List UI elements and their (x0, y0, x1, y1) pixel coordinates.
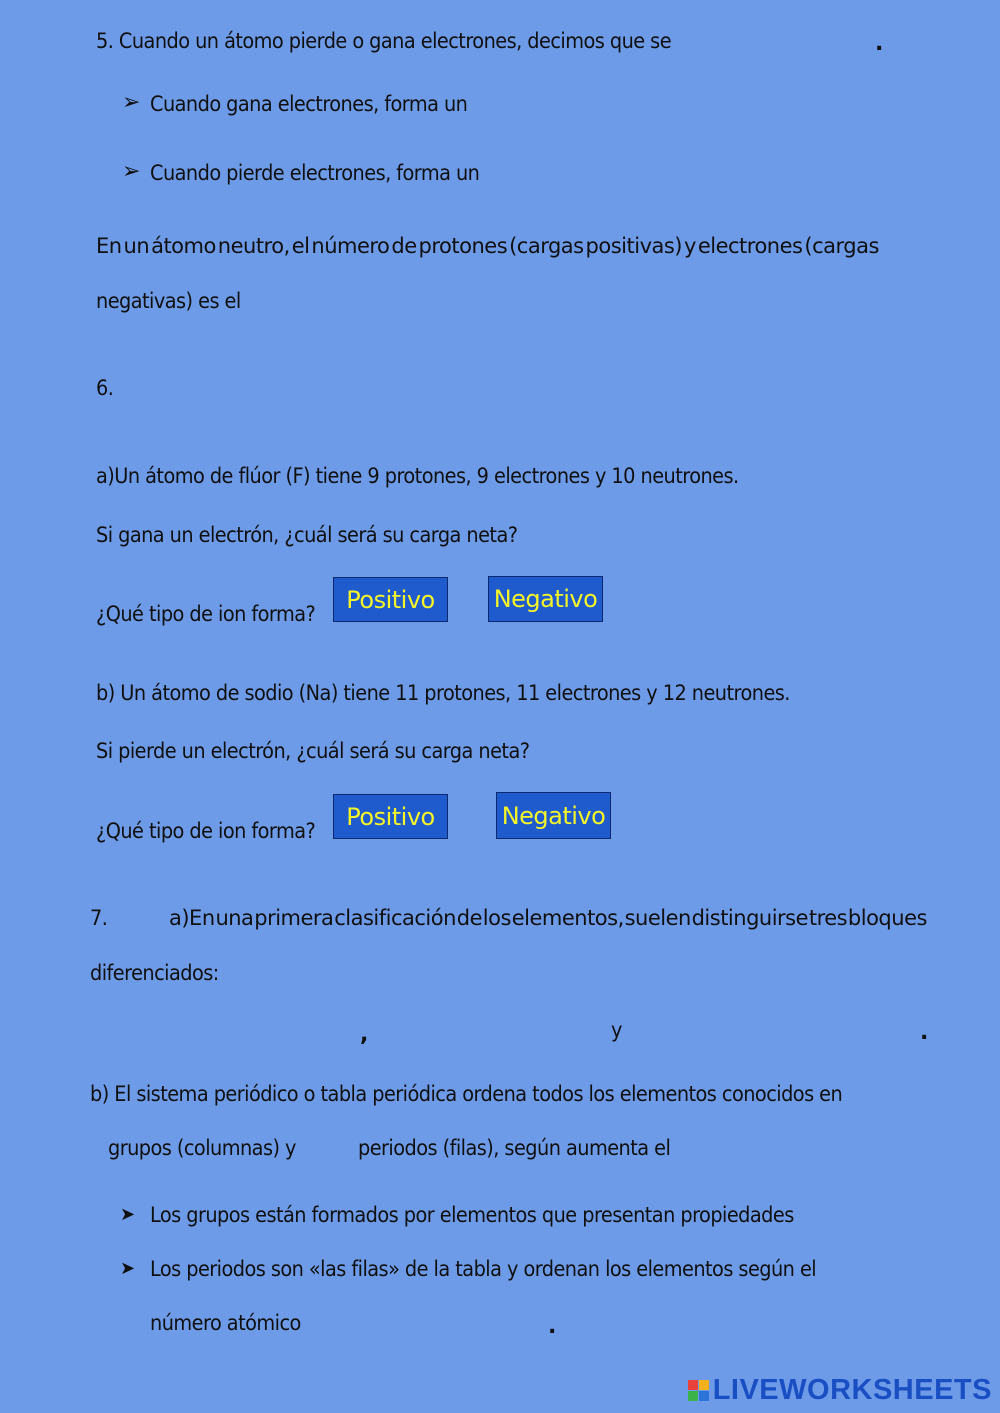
q7-number: 7. (90, 906, 108, 930)
q7a-word: primera (254, 906, 334, 930)
q6a-question: Si gana un electrón, ¿cuál será su carga neta? (96, 523, 518, 547)
q5-question: 5. Cuando un átomo pierde o gana electrones, decimos que se (96, 29, 672, 53)
q5-neutral-word: y (683, 234, 696, 258)
q5-neutral-word: un (123, 234, 150, 258)
q5-neutral-word: positivas) (585, 234, 682, 258)
q7b-end-dot: . (548, 1314, 557, 1339)
q6b-negative-button[interactable]: Negativo (496, 792, 611, 839)
q5-lose-line: Cuando pierde electrones, forma un (150, 161, 480, 185)
q7a-word: bloques (847, 906, 927, 930)
q5-neutral-word: átomo (151, 234, 216, 258)
q7b-bullet-groups: Los grupos están formados por elementos que presentan propiedades (150, 1203, 794, 1227)
q5-gain-line: Cuando gana electrones, forma un (150, 92, 468, 116)
arrowhead-bullet-icon: ➤ (120, 1204, 136, 1225)
q7a-word: distinguirse (691, 906, 809, 930)
q7b-bullet-periods-2: número atómico (150, 1311, 301, 1335)
q6-number: 6. (96, 376, 114, 400)
q7a-word: de (456, 906, 482, 930)
arrow-bullet-icon: ➢ (122, 90, 141, 115)
q7a-word: suelen (624, 906, 691, 930)
liveworksheets-logo-icon (688, 1380, 709, 1401)
q7b-line-2-right: periodos (filas), según aumenta el (358, 1136, 671, 1160)
q5-neutral-word: (cargas (804, 234, 879, 258)
q6b-question: Si pierde un electrón, ¿cuál será su carga neta? (96, 739, 530, 763)
q5-neutral-word: electrones (697, 234, 803, 258)
q6b-ion-question: ¿Qué tipo de ion forma? (96, 819, 316, 843)
q5-neutral-word: (cargas (509, 234, 584, 258)
arrow-bullet-icon: ➢ (122, 159, 141, 184)
q7a-comma: , (360, 1022, 369, 1047)
q6a-ion-question: ¿Qué tipo de ion forma? (96, 602, 316, 626)
q6b-positive-button[interactable]: Positivo (333, 794, 448, 839)
q7a-word: a)En (169, 906, 215, 930)
q7a-dot: . (920, 1020, 929, 1045)
q5-neutral-line-2: negativas) es el (96, 289, 241, 313)
arrowhead-bullet-icon: ➤ (120, 1258, 136, 1279)
q7a-y: y (611, 1018, 622, 1042)
q5-neutral-word: número (311, 234, 390, 258)
q7a-word: clasificación (334, 906, 456, 930)
q7a-word: los (482, 906, 511, 930)
liveworksheets-brand-text: LIVEWORKSHEETS (712, 1374, 992, 1406)
q5-neutral-word: neutro, (217, 234, 290, 258)
q5-neutral-word: el (291, 234, 310, 258)
liveworksheets-logo (688, 1374, 992, 1407)
q7a-word: una (215, 906, 254, 930)
q5-neutral-word: de (391, 234, 417, 258)
q7a-word: tres (808, 906, 848, 930)
q7a-line-1 (169, 904, 927, 932)
q5-neutral-word: En (96, 234, 122, 258)
q6b-statement: b) Un átomo de sodio (Na) tiene 11 protones, 11 electrones y 12 neutrones. (96, 681, 790, 705)
q6a-positive-button[interactable]: Positivo (333, 577, 448, 622)
q7a-word: elementos, (511, 906, 624, 930)
q5-end-dot: . (875, 31, 884, 56)
q5-neutral-word: protones (418, 234, 508, 258)
q7b-line-1: b) El sistema periódico o tabla periódica ordena todos los elementos conocidos en (90, 1082, 843, 1106)
q6a-statement: a)Un átomo de flúor (F) tiene 9 protones, 9 electrones y 10 neutrones. (96, 464, 739, 488)
q7b-line-2-left: grupos (columnas) y (108, 1136, 296, 1160)
q5-neutral-line-1 (96, 232, 879, 260)
q7a-line-2: diferenciados: (90, 961, 219, 985)
q6a-negative-button[interactable]: Negativo (488, 576, 603, 622)
q7b-bullet-periods: Los periodos son «las filas» de la tabla y ordenan los elementos según el (150, 1257, 817, 1281)
